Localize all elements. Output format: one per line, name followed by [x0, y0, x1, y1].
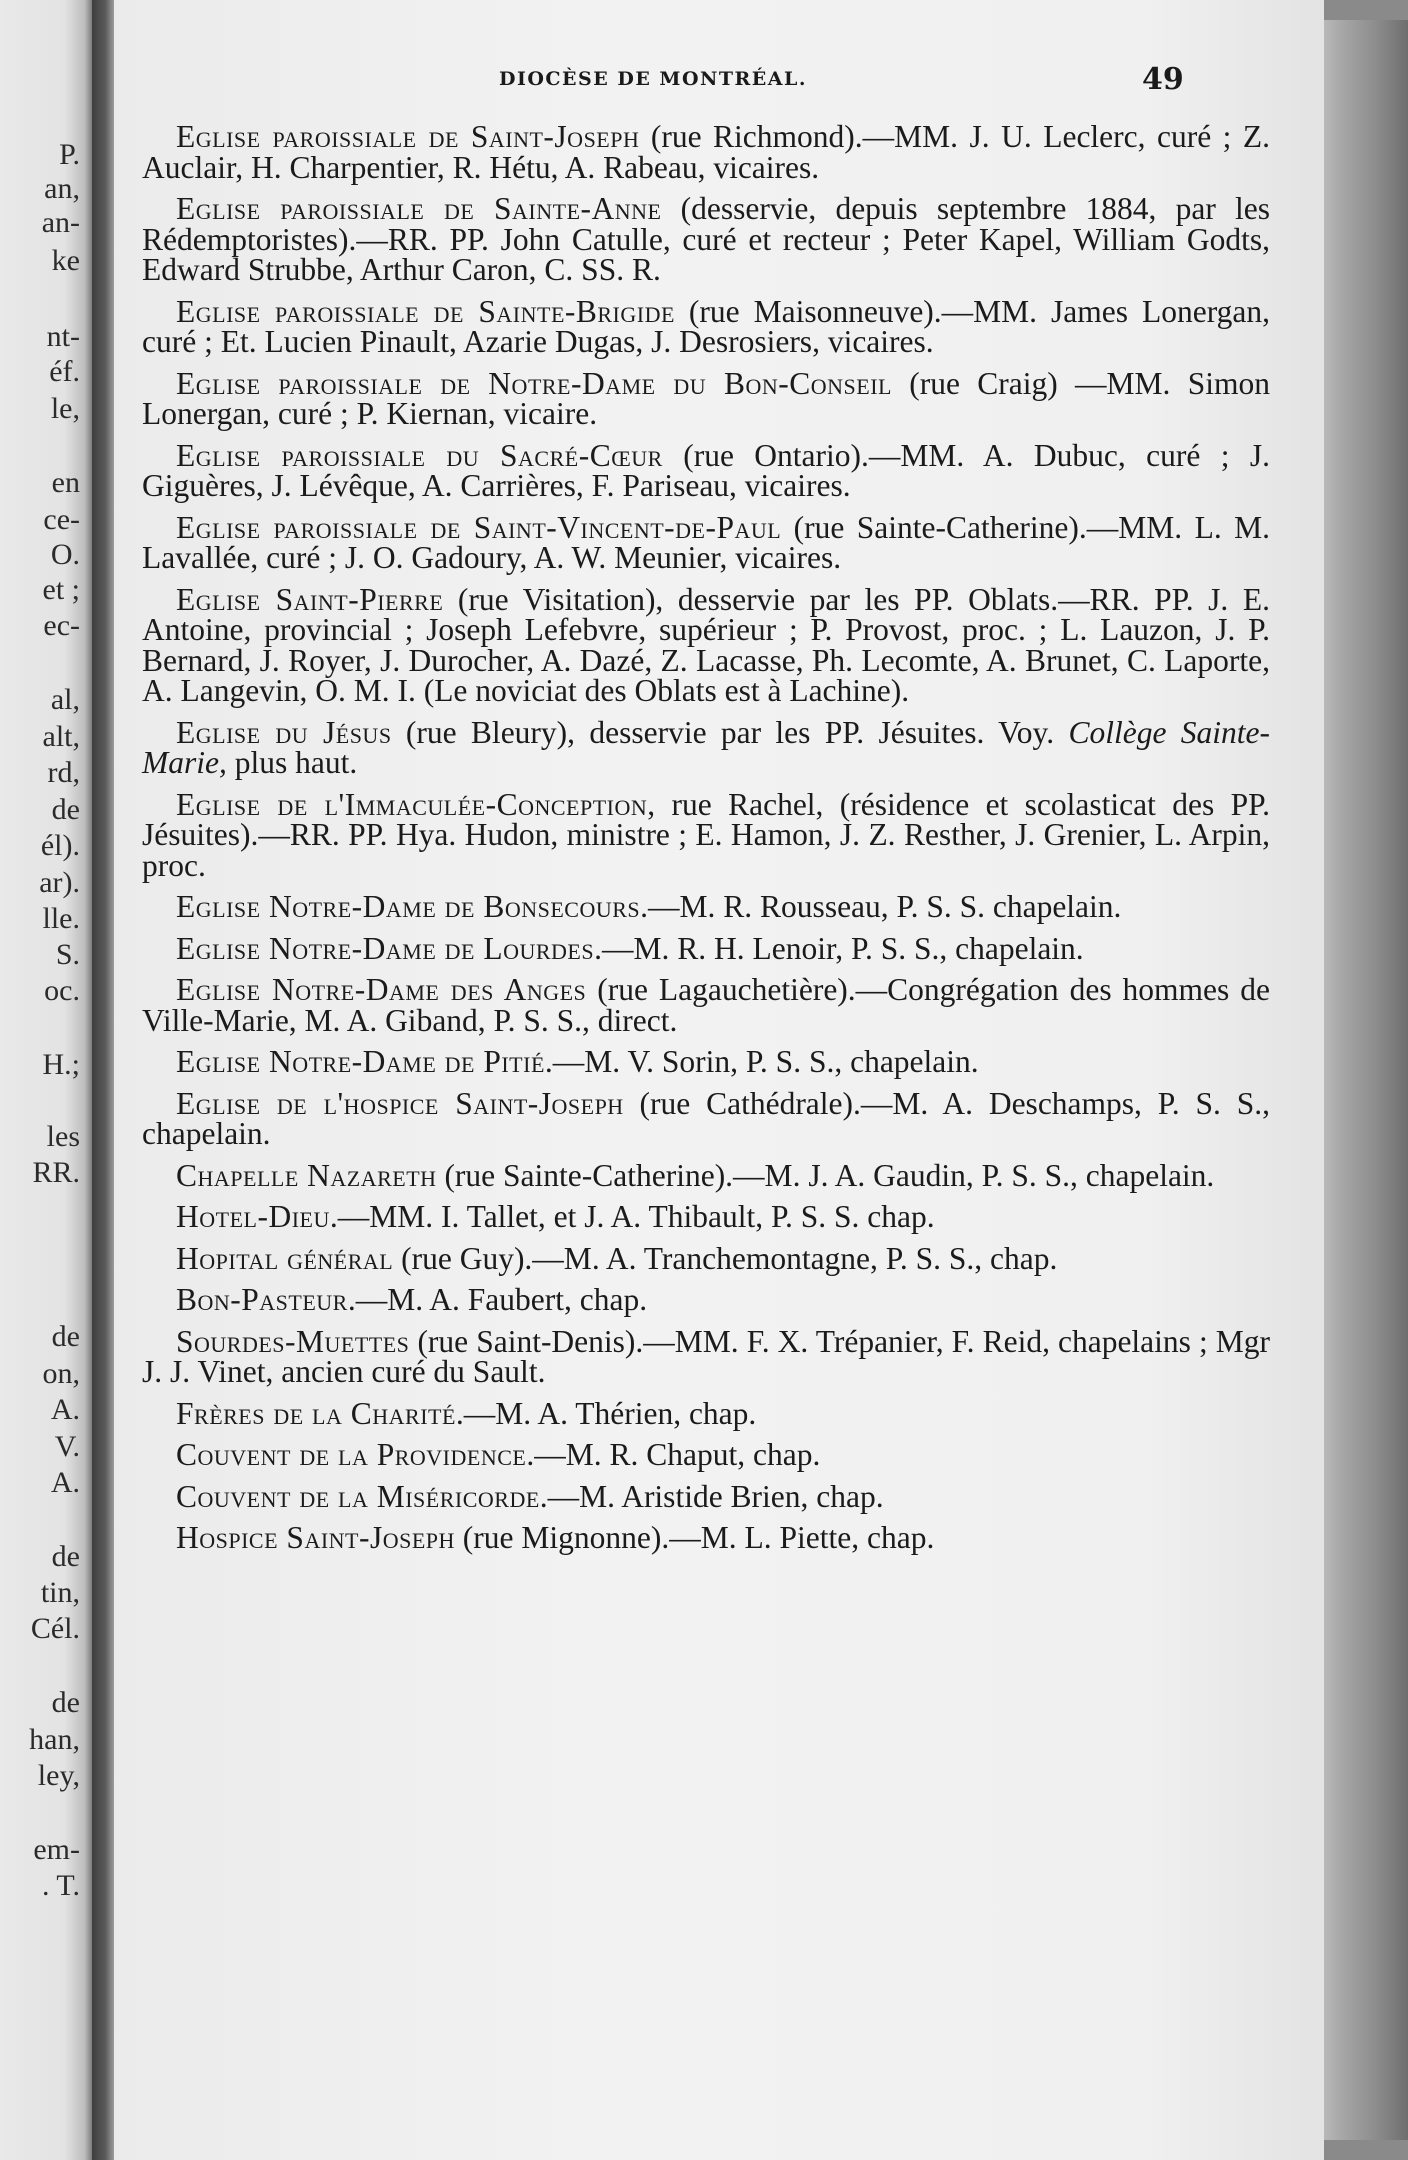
facing-page-fragment: le,: [50, 392, 80, 425]
entry-text: , rue Rachel, (résidence et scolasticat des PP. Jésuites).—RR. PP. Hya. Hudon, ministre ; E. Hamon, J. Z. Resther, J. Grenier, L. Arpin, proc.: [142, 786, 1270, 883]
entry-text: .—M. V. Sorin, P. S. S., chapelain.: [544, 1044, 979, 1079]
facing-page-fragment: A.: [50, 1393, 80, 1426]
directory-entry: [142, 437, 1270, 503]
institution-name: Couvent de la Providence: [176, 1437, 527, 1472]
entry-text: (rue Cathédrale).—M. A. Deschamps, P. S. S., chapelain.: [142, 1085, 1270, 1151]
directory-entry: [142, 191, 1270, 287]
book-gutter: [92, 0, 114, 2160]
directory-entry: [142, 1044, 1270, 1079]
page-number: 49: [1142, 62, 1184, 97]
facing-page-fragment: tin,: [40, 1576, 80, 1609]
directory-entry: [142, 972, 1270, 1038]
entry-text: (desservie, depuis septembre 1884, par les Rédemptoristes).—RR. PP. John Catulle, curé et recteur ; Peter Kapel, William Godts, Edward Strubbe, Arthur Caron, C. SS. R.: [142, 191, 1270, 287]
institution-name: Eglise Notre-Dame de Pitié: [176, 1044, 545, 1079]
directory-entry: [142, 1323, 1270, 1389]
entry-text: .—M. A. Faubert, chap.: [347, 1282, 648, 1317]
facing-page-fragment: H.;: [42, 1048, 80, 1081]
directory-entry: [142, 1085, 1270, 1151]
directory-entry: [142, 714, 1270, 780]
entry-text: (rue Richmond).—MM. J. U. Leclerc, curé ; Z. Auclair, H. Charpentier, R. Hétu, A. Rabeau, vicaires.: [142, 119, 1270, 185]
facing-page-fragment: ke: [51, 244, 80, 277]
institution-name: Hotel-Dieu: [176, 1199, 330, 1234]
facing-page-fragment: de: [51, 1686, 80, 1719]
entry-text: (rue Sainte-Catherine).—MM. L. M. Lavallée, curé ; J. O. Gadoury, A. W. Meunier, vicaires.: [142, 509, 1270, 575]
institution-name: Eglise Notre-Dame des Anges: [176, 972, 587, 1007]
entry-text: (rue Bleury), desservie par les PP. Jésuites. Voy.: [391, 714, 1069, 750]
institution-name: Bon-Pasteur: [176, 1282, 348, 1317]
institution-name: Eglise paroissiale du Sacré-Cœur: [176, 437, 663, 473]
facing-page-fragment: Cél.: [30, 1612, 80, 1645]
entry-text: (rue Sainte-Catherine).—M. J. A. Gaudin, P. S. S., chapelain.: [436, 1157, 1215, 1193]
directory-entries: [142, 119, 1270, 1565]
facing-page-fragment: O.: [50, 538, 80, 571]
institution-name: Couvent de la Miséricorde: [176, 1478, 540, 1514]
entry-text: .—M. R. Chaput, chap.: [526, 1437, 821, 1472]
directory-entry: [142, 930, 1270, 966]
facing-page-fragment: on,: [42, 1357, 80, 1390]
entry-text: .—MM. I. Tallet, et J. A. Thibault, P. S. S. chap.: [329, 1199, 935, 1234]
facing-page-fragment: él).: [40, 829, 80, 862]
institution-name: Hopital général: [176, 1240, 394, 1276]
facing-page-fragment: A.: [50, 1466, 80, 1499]
entry-text: (rue Visitation), desservie par les PP. Oblats.—RR. PP. J. E. Antoine, provincial ; Joseph Lefebvre, supérieur ; P. Provost, proc. ; L. Lauzon, J. P. Bernard, J. Royer, J. Durocher, A. Dazé, Z. Lacasse, Ph. Lecomte, A. Brunet, C. Laporte, A. Langevin, O. M. I. (Le noviciat des Oblats est à Lachine).: [142, 581, 1270, 708]
institution-name: Eglise paroissiale de Saint-Vincent-de-Paul: [176, 509, 782, 545]
directory-entry: [142, 1157, 1270, 1193]
page-header: [114, 62, 1324, 102]
directory-entry: [142, 786, 1270, 883]
facing-page-edge: [0, 0, 92, 2160]
entry-text: .—M. Aristide Brien, chap.: [539, 1478, 884, 1514]
institution-name: Eglise paroissiale de Sainte-Brigide: [176, 293, 675, 329]
directory-entry: [142, 365, 1270, 431]
facing-page-fragment: nt-: [46, 320, 80, 353]
facing-page-fragment: ec-: [43, 609, 80, 642]
institution-name: Hospice Saint-Joseph: [176, 1520, 455, 1555]
page-block-edge: [1324, 20, 1408, 2140]
institution-name: Eglise Saint-Pierre: [176, 581, 444, 617]
facing-page-fragment: et ;: [42, 573, 80, 606]
facing-page-fragment: ar).: [39, 866, 80, 899]
entry-text: (rue Ontario).—MM. A. Dubuc, curé ; J. Giguères, J. Lévêque, A. Carrières, F. Pariseau, vicaires.: [142, 437, 1270, 503]
facing-page-fragment: . T.: [41, 1869, 80, 1902]
institution-name: Eglise Notre-Dame de Lourdes: [176, 930, 595, 966]
directory-entry: [142, 1240, 1270, 1276]
directory-entry: [142, 1437, 1270, 1472]
directory-entry: [142, 1478, 1270, 1514]
facing-page-fragment: an,: [44, 172, 80, 205]
facing-page-fragment: rd,: [47, 756, 80, 789]
entry-text: .—M. R. Rousseau, P. S. S. chapelain.: [640, 889, 1122, 924]
institution-name: Eglise paroissiale de Saint-Joseph: [176, 119, 640, 154]
institution-name: Eglise paroissiale de Notre-Dame du Bon-Conseil: [176, 365, 892, 401]
facing-page-fragment: an-: [41, 206, 80, 239]
directory-entry: [142, 1395, 1270, 1431]
directory-entry: [142, 293, 1270, 359]
facing-page-fragment: RR.: [32, 1156, 80, 1189]
directory-entry: [142, 119, 1270, 185]
entry-text-continued: plus haut.: [226, 745, 358, 780]
facing-page-fragment: ley,: [37, 1759, 80, 1792]
directory-entry: [142, 1282, 1270, 1317]
facing-page-fragment: ce-: [43, 503, 80, 536]
facing-page-fragment: de: [51, 1320, 80, 1353]
book-page: [114, 0, 1324, 2160]
facing-page-fragment: P.: [59, 138, 80, 171]
directory-entry: [142, 1199, 1270, 1234]
facing-page-fragment: al,: [50, 683, 80, 716]
entry-text: (rue Guy).—M. A. Tranchemontagne, P. S. S., chap.: [393, 1240, 1058, 1276]
facing-page-fragment: les: [46, 1120, 80, 1153]
facing-page-fragment: han,: [29, 1723, 80, 1756]
directory-entry: [142, 1520, 1270, 1555]
facing-page-fragment: V.: [54, 1430, 80, 1463]
entry-text: .—M. A. Thérien, chap.: [455, 1395, 757, 1431]
institution-name: Chapelle Nazareth: [176, 1157, 437, 1193]
entry-italic-reference: Collège Sainte-Marie,: [142, 714, 1270, 780]
entry-text: (rue Maisonneuve).—MM. James Lonergan, curé ; Et. Lucien Pinault, Azarie Dugas, J. Desrosiers, vicaires.: [142, 293, 1270, 359]
directory-entry: [142, 509, 1270, 575]
entry-text: .—M. R. H. Lenoir, P. S. S., chapelain.: [594, 930, 1084, 966]
institution-name: Eglise du Jésus: [176, 714, 392, 750]
directory-entry: [142, 581, 1270, 708]
facing-page-fragment: alt,: [42, 720, 80, 753]
facing-page-fragment: oc.: [44, 974, 80, 1007]
facing-page-fragment: S.: [55, 938, 80, 971]
facing-page-fragment: de: [51, 793, 80, 826]
entry-text: (rue Craig) —MM. Simon Lonergan, curé ; P. Kiernan, vicaire.: [142, 365, 1270, 431]
institution-name: Eglise paroissiale de Sainte-Anne: [176, 191, 662, 226]
facing-page-fragment: em-: [33, 1833, 80, 1866]
entry-text: (rue Mignonne).—M. L. Piette, chap.: [454, 1520, 935, 1555]
facing-page-fragment: en: [51, 466, 80, 499]
institution-name: Sourdes-Muettes: [176, 1323, 410, 1359]
institution-name: Eglise de l'Immaculée-Conception: [176, 786, 648, 822]
running-head: DIOCÈSE DE MONTRÉAL.: [499, 68, 807, 90]
facing-page-fragment: lle.: [42, 902, 80, 935]
institution-name: Eglise de l'hospice Saint-Joseph: [176, 1085, 624, 1121]
facing-page-fragment: éf.: [49, 355, 80, 388]
institution-name: Frères de la Charité: [176, 1395, 456, 1431]
entry-text: (rue Saint-Denis).—MM. F. X. Trépanier, F. Reid, chapelains ; Mgr J. J. Vinet, ancien curé du Sault.: [142, 1323, 1270, 1389]
directory-entry: [142, 889, 1270, 924]
entry-text: (rue Lagauchetière).—Congrégation des hommes de Ville-Marie, M. A. Giband, P. S. S., direct.: [142, 972, 1270, 1038]
facing-page-fragment: de: [51, 1540, 80, 1573]
institution-name: Eglise Notre-Dame de Bonsecours: [176, 889, 641, 924]
